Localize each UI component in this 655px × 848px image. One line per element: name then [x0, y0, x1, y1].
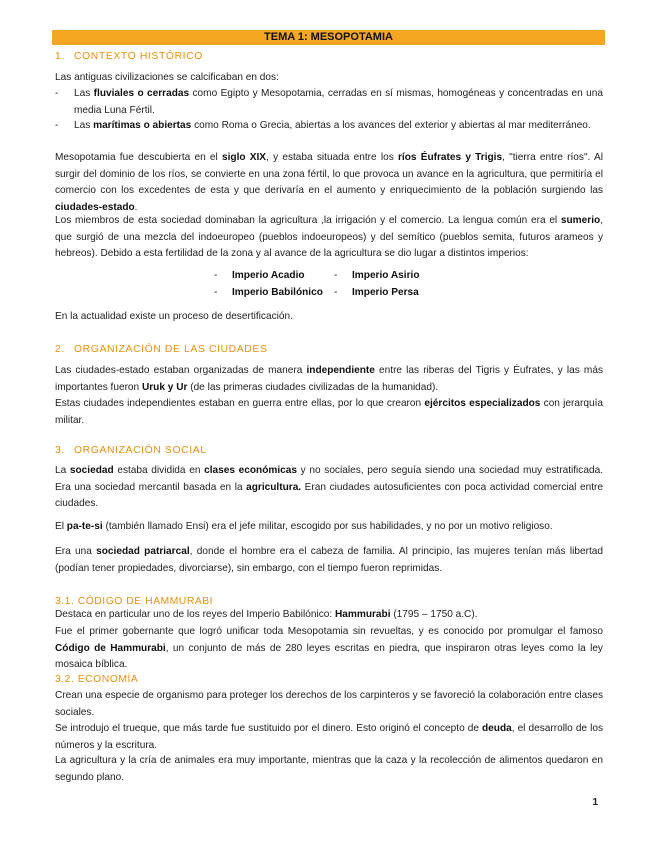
- empire-item: [214, 285, 323, 302]
- bold-text: independiente: [306, 365, 375, 376]
- paragraph-codigo: [55, 624, 603, 674]
- text: y no sociales, pero seguía siendo una sociedad muy estratificada. Era una sociedad mercantil basada en la: [55, 465, 603, 493]
- text: , donde el hombre era el cabeza de familia. Al principio, las mujeres tenían más libertad (podían tener propiedades, divorciarse), sin embargo, con el tiempo fueron reprimidas.: [55, 546, 603, 574]
- bold-text: Código de Hammurabi: [55, 642, 166, 654]
- bold-text: pa-te-si: [66, 521, 103, 532]
- text: estaba dividida en: [113, 465, 205, 476]
- bold-text: fluviales o cerradas: [93, 88, 190, 99]
- empire-item: [334, 285, 419, 302]
- text: , "tierra entre ríos". Al surgir del dominio de los ríos, se convierte en una zona fértil, lo que provoca un avance en la agricultura, que permitiría el comercio con los excedentes de esta y que derivaría en el aumento y enriquecimiento de la población surgiendo las: [55, 152, 603, 196]
- empire-name: Imperio Acadio: [232, 270, 305, 281]
- bold-text: deuda: [482, 723, 512, 734]
- text: Las: [74, 120, 94, 131]
- text: (de las primeras ciudades civilizadas de la humanidad).: [187, 381, 439, 393]
- text: Se introdujo el trueque, que más tarde fue sustituido por el dinero. Esto originó el concepto de: [55, 723, 482, 734]
- bold-text: ejércitos especializados: [424, 398, 541, 409]
- bullet-dash: -: [334, 287, 338, 298]
- text: , un conjunto de más de 280 leyes escritas en piedra, que inspiraron otras leyes como la ley mosaica bíblica.: [55, 642, 603, 670]
- paragraph-clases: [55, 463, 603, 513]
- text: (también llamado Ensi) era el jefe militar, escogido por sus habilidades, y no por un motivo religioso.: [102, 521, 553, 532]
- empire-name: Imperio Persa: [352, 287, 419, 298]
- empire-name: Imperio Asirio: [352, 270, 420, 281]
- text: Eran ciudades autosuficientes con poca actividad comercial entre ciudades.: [55, 481, 603, 509]
- paragraph-mesopotamia: [55, 150, 603, 216]
- text: Era una: [55, 546, 97, 557]
- text: El: [55, 521, 67, 532]
- bullet-dash: -: [214, 270, 218, 281]
- bold-text: marítimas o abiertas: [93, 120, 192, 131]
- section-heading-economia: 3.2. ECONOMÍA: [55, 674, 139, 685]
- bold-text: siglo XIX: [222, 152, 267, 163]
- empire-name: Imperio Babilónico: [232, 287, 323, 298]
- empire-item: [214, 268, 305, 285]
- bold-text: Uruk y Ur: [141, 381, 188, 393]
- bold-text: sociedad patriarcal: [96, 546, 190, 557]
- bullet-item-maritimas: [55, 118, 603, 135]
- text: Mesopotamia fue descubierta en el: [55, 152, 222, 163]
- paragraph-trueque: [55, 721, 603, 754]
- text: como Roma o Grecia, abiertas a los avances del exterior y abiertas al mar mediterráneo.: [191, 120, 591, 131]
- text: , el desarrollo de los números y la escritura.: [55, 723, 603, 751]
- bold-text: sociedad: [69, 465, 114, 476]
- section-heading-organizacion-ciudades: [55, 343, 267, 357]
- bold-text: Hammurabi: [334, 609, 391, 620]
- text: , y estaba situada entre los: [266, 152, 398, 163]
- text: Las ciudades-estado estaban organizadas de manera: [55, 365, 307, 376]
- paragraph-sociedad: [55, 213, 603, 263]
- paragraph-ciudades-estado: [55, 363, 603, 396]
- text: Las: [74, 88, 94, 99]
- bold-text: ciudades-estado: [55, 201, 135, 213]
- text: , que surgió de una mezcla del indoeuropeo (pueblos indoeuropeos) y del semítico (pueblos semita, futuros arameos y hebreos). Debido a esta fertilidad de la zona y al avance de la agricultura se dio lugar a distintos imperios:: [55, 215, 603, 259]
- section-number: 3.: [55, 445, 65, 456]
- text: como Egipto y Mesopotamia, cerradas en sí mismas, homogéneas y concentradas en una media Luna Fértil.: [74, 88, 603, 116]
- section-title: ORGANIZACIÓN SOCIAL: [74, 445, 207, 456]
- bullet-dash: -: [334, 270, 338, 281]
- bold-text: ríos Éufrates y Trigis: [397, 152, 503, 163]
- bullet-dash: -: [55, 88, 59, 99]
- paragraph-guerra: [55, 396, 603, 429]
- text: entre las riberas del Tigris y Éufrates, y las más importantes fueron: [55, 365, 603, 393]
- paragraph-patriarcal: [55, 544, 603, 577]
- section-title: ORGANIZACIÓN DE LAS CIUDADES: [74, 344, 268, 355]
- page-number: 1: [592, 797, 598, 808]
- paragraph-patesi: [55, 519, 603, 536]
- bold-text: sumerio: [560, 215, 601, 226]
- text: Los miembros de esta sociedad dominaban la agricultura ,la irrigación y el comercio. La lengua común era el: [55, 215, 561, 226]
- empire-item: [334, 268, 420, 285]
- section-number: 2.: [55, 344, 65, 355]
- paragraph-organismo: Crean una especie de organismo para proteger los derechos de los carpinteros y se favoreció la colaboración entre clases sociales.: [55, 690, 603, 718]
- paragraph-agricultura: La agricultura y la cría de animales era muy importante, mientras que la caza y la recolección de alimentos quedaron en segundo plano.: [55, 755, 603, 783]
- text: Destaca en particular uno de los reyes del Imperio Babilónico:: [55, 609, 335, 620]
- document-title: TEMA 1: MESOPOTAMIA: [52, 30, 605, 45]
- section-heading-contexto: [55, 50, 203, 64]
- paragraph-desertificacion: En la actualidad existe un proceso de desertificación.: [55, 311, 293, 322]
- paragraph-hammurabi: [55, 607, 603, 624]
- text: .: [134, 201, 138, 213]
- bold-text: agricultura.: [246, 481, 302, 493]
- text: La: [55, 465, 70, 476]
- section-heading-hammurabi: 3.1. CÓDIGO DE HAMMURABI: [55, 596, 214, 607]
- section-heading-organizacion-social: [55, 444, 207, 458]
- text: (1795 – 1750 a.C).: [390, 609, 478, 620]
- bold-text: clases económicas: [204, 465, 297, 476]
- text: con jerarquía militar.: [55, 398, 603, 426]
- bullet-dash: -: [55, 120, 59, 131]
- section-title: CONTEXTO HISTÓRICO: [74, 51, 203, 62]
- bullet-dash: -: [214, 287, 218, 298]
- paragraph-intro: Las antiguas civilizaciones se calcificaban en dos:: [55, 72, 279, 83]
- text: Fue el primer gobernante que logró unificar toda Mesopotamia sin revueltas, y es conocido por promulgar el famoso: [55, 626, 603, 637]
- text: Estas ciudades independientes estaban en guerra entre ellas, por lo que crearon: [55, 398, 425, 409]
- section-number: 1.: [55, 51, 65, 62]
- bullet-item-fluviales: [55, 86, 603, 119]
